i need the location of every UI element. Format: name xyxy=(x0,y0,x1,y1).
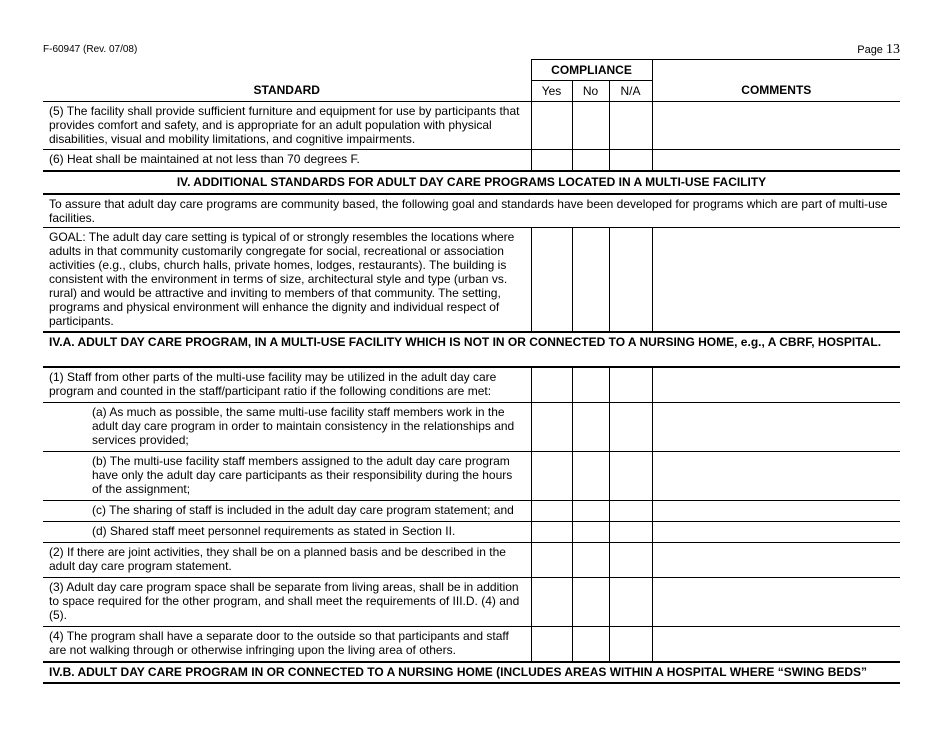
comments-cell[interactable] xyxy=(652,627,900,662)
table-row xyxy=(43,367,900,403)
yes-cell[interactable] xyxy=(531,228,572,332)
na-header: N/A xyxy=(609,81,652,102)
table-row xyxy=(43,501,900,522)
comments-cell[interactable] xyxy=(652,102,900,150)
no-cell[interactable] xyxy=(572,228,609,332)
yes-cell[interactable] xyxy=(531,150,572,171)
yes-cell[interactable] xyxy=(531,102,572,150)
standard-text: (6) Heat shall be maintained at not less than 70 degrees F. xyxy=(43,150,531,171)
no-cell[interactable] xyxy=(572,627,609,662)
page-number xyxy=(857,42,900,58)
section-heading-row xyxy=(43,662,900,683)
comments-cell[interactable] xyxy=(652,452,900,501)
comments-cell[interactable] xyxy=(652,367,900,403)
standard-text: (d) Shared staff meet personnel requirements as stated in Section II. xyxy=(43,522,531,543)
na-cell[interactable] xyxy=(609,543,652,578)
yes-cell[interactable] xyxy=(531,367,572,403)
no-cell[interactable] xyxy=(572,452,609,501)
section-heading-row xyxy=(43,171,900,194)
page-label: Page xyxy=(857,44,883,56)
comments-cell[interactable] xyxy=(652,403,900,452)
table-row xyxy=(43,522,900,543)
standard-header: STANDARD xyxy=(43,60,531,102)
no-cell[interactable] xyxy=(572,150,609,171)
yes-cell[interactable] xyxy=(531,452,572,501)
goal-text: GOAL: The adult day care setting is typical of or strongly resembles the locations where adults in that community customarily congregate for social, recreational or association activities (e.g., clubs, church halls, private homes, lodges, restaurants). The building is consistent with the environment in terms of size, architectural style and type (urban vs. rural) and would be attractive and inviting to members of that community. The setting, programs and physical environment will enhance the dignity and individual respect of participants. xyxy=(43,228,531,332)
yes-cell[interactable] xyxy=(531,578,572,627)
table-row xyxy=(43,403,900,452)
table-row xyxy=(43,578,900,627)
no-cell[interactable] xyxy=(572,102,609,150)
standard-text: (b) The multi-use facility staff members assigned to the adult day care program have only the adult day care participants as their responsibility during the hours of the assignment; xyxy=(43,452,531,501)
standard-text: (c) The sharing of staff is included in the adult day care program statement; and xyxy=(43,501,531,522)
yes-cell[interactable] xyxy=(531,543,572,578)
section-iv-heading: IV. ADDITIONAL STANDARDS FOR ADULT DAY CARE PROGRAMS LOCATED IN A MULTI-USE FACILITY xyxy=(43,171,900,194)
header-row-1 xyxy=(43,60,900,81)
no-cell[interactable] xyxy=(572,578,609,627)
table-row xyxy=(43,102,900,150)
na-cell[interactable] xyxy=(609,627,652,662)
form-id: F-60947 (Rev. 07/08) xyxy=(43,44,138,55)
na-cell[interactable] xyxy=(609,522,652,543)
no-cell[interactable] xyxy=(572,367,609,403)
table-row xyxy=(43,228,900,332)
standards-table xyxy=(43,59,900,684)
section-iva-heading: IV.A. ADULT DAY CARE PROGRAM, IN A MULTI-USE FACILITY WHICH IS NOT IN OR CONNECTED TO A NURSING HOME, e.g., A CBRF, HOSPITAL. xyxy=(43,332,900,367)
yes-cell[interactable] xyxy=(531,501,572,522)
comments-header: COMMENTS xyxy=(652,60,900,102)
intro-text: To assure that adult day care programs are community based, the following goal and standards have been developed for programs which are part of multi-use facilities. xyxy=(43,194,900,228)
table-row xyxy=(43,150,900,171)
comments-cell[interactable] xyxy=(652,228,900,332)
no-cell[interactable] xyxy=(572,403,609,452)
standard-text: (4) The program shall have a separate door to the outside so that participants and staff are not walking through or otherwise infringing upon the living area of others. xyxy=(43,627,531,662)
na-cell[interactable] xyxy=(609,150,652,171)
na-cell[interactable] xyxy=(609,452,652,501)
na-cell[interactable] xyxy=(609,367,652,403)
comments-cell[interactable] xyxy=(652,522,900,543)
na-cell[interactable] xyxy=(609,501,652,522)
standard-text: (a) As much as possible, the same multi-use facility staff members work in the adult day care program in order to maintain consistency in the relationships and services provided; xyxy=(43,403,531,452)
no-header: No xyxy=(572,81,609,102)
na-cell[interactable] xyxy=(609,102,652,150)
comments-cell[interactable] xyxy=(652,150,900,171)
yes-header: Yes xyxy=(531,81,572,102)
standard-text: (3) Adult day care program space shall be separate from living areas, shall be in addition to space required for the other program, and shall meet the requirements of III.D. (4) and (5). xyxy=(43,578,531,627)
na-cell[interactable] xyxy=(609,228,652,332)
page-number-value: 13 xyxy=(886,42,900,57)
standard-text: (1) Staff from other parts of the multi-use facility may be utilized in the adult day care program and counted in the staff/participant ratio if the following conditions are met: xyxy=(43,367,531,403)
table-row xyxy=(43,194,900,228)
yes-cell[interactable] xyxy=(531,627,572,662)
yes-cell[interactable] xyxy=(531,403,572,452)
no-cell[interactable] xyxy=(572,501,609,522)
comments-cell[interactable] xyxy=(652,578,900,627)
na-cell[interactable] xyxy=(609,578,652,627)
section-ivb-heading: IV.B. ADULT DAY CARE PROGRAM IN OR CONNECTED TO A NURSING HOME (INCLUDES AREAS WITHIN A HOSPITAL WHERE “SWING BEDS” xyxy=(43,662,900,683)
standard-text: (2) If there are joint activities, they shall be on a planned basis and be described in the adult day care program statement. xyxy=(43,543,531,578)
yes-cell[interactable] xyxy=(531,522,572,543)
comments-cell[interactable] xyxy=(652,501,900,522)
comments-cell[interactable] xyxy=(652,543,900,578)
table-row xyxy=(43,452,900,501)
table-row xyxy=(43,627,900,662)
no-cell[interactable] xyxy=(572,522,609,543)
table-row xyxy=(43,543,900,578)
section-heading-row xyxy=(43,332,900,367)
compliance-header: COMPLIANCE xyxy=(531,60,652,81)
no-cell[interactable] xyxy=(572,543,609,578)
na-cell[interactable] xyxy=(609,403,652,452)
standard-text: (5) The facility shall provide sufficient furniture and equipment for use by participants that provides comfort and safety, and is appropriate for an adult population with physical disabilities, visual and mobility limitations, and cognitive impairments. xyxy=(43,102,531,150)
